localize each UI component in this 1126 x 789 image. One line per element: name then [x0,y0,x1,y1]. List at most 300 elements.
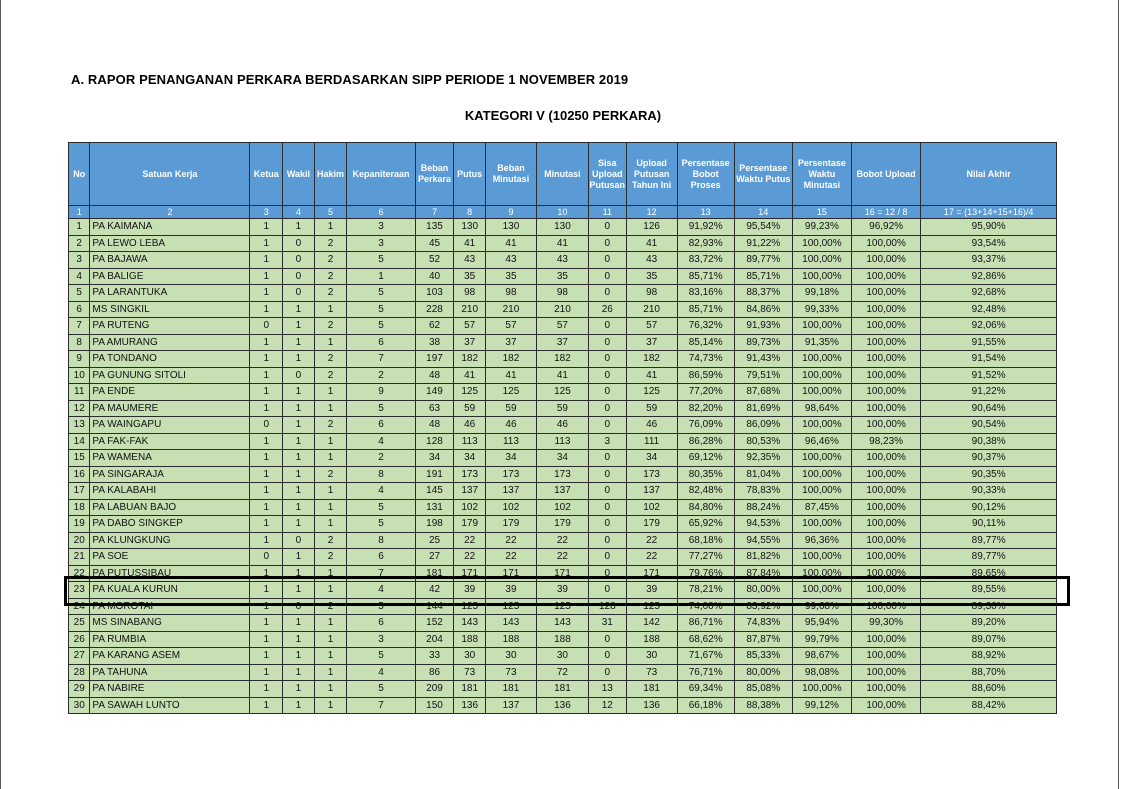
row-number-cell: 16 [69,466,90,483]
table-cell: 182 [454,351,486,368]
table-cell: 98 [454,285,486,302]
table-cell: 35 [454,268,486,285]
table-cell: 81,04% [734,466,792,483]
table-cell: 1 [250,697,283,714]
table-row [69,615,1057,632]
table-cell: 1 [250,219,283,236]
table-cell: 0 [283,285,315,302]
table-cell: 100,00% [851,268,920,285]
table-cell: 100,00% [792,466,851,483]
table-cell: 80,00% [734,582,792,599]
table-cell: 3 [588,433,626,450]
table-cell: 48 [415,367,454,384]
table-cell: 181 [536,681,588,698]
row-number-cell: 24 [69,598,90,615]
table-cell: 37 [485,334,536,351]
table-cell: 84,80% [677,499,734,516]
table-cell: 85,71% [734,268,792,285]
table-cell: 210 [454,301,486,318]
satuan-kerja-cell: PA WAINGAPU [90,417,250,434]
table-row [69,499,1057,516]
table-row [69,433,1057,450]
table-cell: 188 [626,631,677,648]
report-title: A. RAPOR PENANGANAN PERKARA BERDASARKAN SIPP PERIODE 1 NOVEMBER 2019 [71,72,629,87]
column-header: No [69,143,90,206]
table-cell: 85,33% [734,648,792,665]
table-cell: 40 [415,268,454,285]
table-cell: 7 [347,697,415,714]
table-cell: 100,00% [792,516,851,533]
table-cell: 99,30% [851,615,920,632]
satuan-kerja-cell: PA SINGARAJA [90,466,250,483]
row-number-cell: 1 [69,219,90,236]
table-cell: 1 [283,664,315,681]
table-cell: 80,53% [734,433,792,450]
table-cell: 1 [314,219,347,236]
table-cell: 181 [454,681,486,698]
row-number-cell: 8 [69,334,90,351]
row-number-cell: 27 [69,648,90,665]
column-number: 12 [626,206,677,219]
table-cell: 0 [588,499,626,516]
table-cell: 90,12% [921,499,1057,516]
table-cell: 149 [415,384,454,401]
table-row [69,466,1057,483]
satuan-kerja-cell: PA KALABAHI [90,483,250,500]
table-cell: 197 [415,351,454,368]
table-cell: 59 [626,400,677,417]
table-cell: 46 [626,417,677,434]
table-cell: 152 [415,615,454,632]
row-number-cell: 5 [69,285,90,302]
table-cell: 52 [415,252,454,269]
table-cell: 125 [485,598,536,615]
table-cell: 98 [626,285,677,302]
table-cell: 210 [626,301,677,318]
table-cell: 1 [314,334,347,351]
table-cell: 100,00% [792,417,851,434]
table-cell: 171 [626,565,677,582]
table-cell: 41 [485,235,536,252]
table-cell: 0 [250,318,283,335]
table-cell: 41 [536,367,588,384]
column-number: 9 [485,206,536,219]
table-cell: 45 [415,235,454,252]
table-cell: 1 [314,400,347,417]
row-number-cell: 20 [69,532,90,549]
table-cell: 0 [283,252,315,269]
table-cell: 100,00% [851,598,920,615]
table-cell: 1 [283,318,315,335]
table-cell: 100,00% [851,549,920,566]
table-cell: 100,00% [851,499,920,516]
table-cell: 98,67% [792,648,851,665]
table-row [69,598,1057,615]
table-row [69,351,1057,368]
table-cell: 46 [536,417,588,434]
table-cell: 34 [415,450,454,467]
column-number: 14 [734,206,792,219]
table-cell: 2 [314,417,347,434]
table-cell: 34 [626,450,677,467]
table-cell: 90,54% [921,417,1057,434]
table-row [69,532,1057,549]
table-cell: 1 [314,697,347,714]
table-cell: 8 [347,532,415,549]
table-cell: 181 [485,681,536,698]
satuan-kerja-cell: PA AMURANG [90,334,250,351]
column-number: 1 [69,206,90,219]
satuan-kerja-cell: PA KLUNGKUNG [90,532,250,549]
satuan-kerja-cell: PA PUTUSSIBAU [90,565,250,582]
column-number: 4 [283,206,315,219]
table-cell: 88,38% [734,697,792,714]
column-number: 5 [314,206,347,219]
table-cell: 128 [588,598,626,615]
table-cell: 210 [485,301,536,318]
table-cell: 100,00% [851,285,920,302]
table-row [69,549,1057,566]
table-cell: 95,54% [734,219,792,236]
table-cell: 100,00% [792,483,851,500]
table-cell: 100,00% [792,681,851,698]
table-cell: 90,35% [921,466,1057,483]
table-cell: 90,37% [921,450,1057,467]
satuan-kerja-cell: PA NABIRE [90,681,250,698]
table-cell: 0 [588,219,626,236]
table-cell: 1 [250,615,283,632]
table-cell: 92,48% [921,301,1057,318]
table-cell: 1 [283,615,315,632]
column-number: 17 = (13+14+15+16)/4 [921,206,1057,219]
table-cell: 38 [415,334,454,351]
table-cell: 94,53% [734,516,792,533]
table-cell: 88,37% [734,285,792,302]
table-cell: 30 [454,648,486,665]
table-cell: 179 [626,516,677,533]
table-cell: 198 [415,516,454,533]
table-cell: 100,00% [851,417,920,434]
table-row [69,301,1057,318]
table-cell: 130 [485,219,536,236]
report-table [68,142,1057,714]
table-cell: 76,71% [677,664,734,681]
table-row [69,417,1057,434]
table-cell: 1 [283,219,315,236]
table-cell: 1 [283,400,315,417]
table-cell: 89,73% [734,334,792,351]
table-cell: 85,71% [677,268,734,285]
table-cell: 88,60% [921,681,1057,698]
table-cell: 4 [347,664,415,681]
table-cell: 85,08% [734,681,792,698]
table-cell: 1 [250,384,283,401]
table-cell: 63 [415,400,454,417]
table-row [69,384,1057,401]
table-cell: 12 [588,697,626,714]
table-cell: 1 [250,301,283,318]
table-cell: 74,73% [677,351,734,368]
report-subtitle: KATEGORI V (10250 PERKARA) [464,108,662,123]
table-cell: 100,00% [792,367,851,384]
table-cell: 27 [415,549,454,566]
satuan-kerja-cell: PA TONDANO [90,351,250,368]
table-cell: 37 [454,334,486,351]
table-cell: 171 [454,565,486,582]
table-cell: 41 [454,235,486,252]
table-cell: 5 [347,285,415,302]
table-cell: 90,64% [921,400,1057,417]
table-cell: 85,71% [677,301,734,318]
table-cell: 137 [536,483,588,500]
table-body [69,219,1057,714]
table-cell: 1 [250,466,283,483]
table-cell: 87,68% [734,384,792,401]
table-cell: 35 [485,268,536,285]
table-cell: 82,93% [677,235,734,252]
table-cell: 100,00% [851,351,920,368]
table-cell: 182 [485,351,536,368]
table-cell: 13 [588,681,626,698]
row-number-cell: 25 [69,615,90,632]
table-cell: 1 [283,433,315,450]
row-number-cell: 19 [69,516,90,533]
table-cell: 39 [626,582,677,599]
table-cell: 1 [283,450,315,467]
table-cell: 1 [250,681,283,698]
table-row [69,219,1057,236]
table-cell: 0 [588,631,626,648]
satuan-kerja-cell: PA ENDE [90,384,250,401]
table-cell: 98 [485,285,536,302]
table-cell: 89,77% [921,532,1057,549]
table-cell: 137 [485,483,536,500]
table-cell: 0 [588,384,626,401]
table-cell: 100,00% [792,318,851,335]
table-cell: 35 [536,268,588,285]
table-cell: 204 [415,631,454,648]
row-number-cell: 26 [69,631,90,648]
table-row [69,648,1057,665]
table-cell: 5 [347,252,415,269]
row-number-cell: 21 [69,549,90,566]
table-cell: 87,87% [734,631,792,648]
table-cell: 113 [485,433,536,450]
table-cell: 137 [485,697,536,714]
table-cell: 2 [314,351,347,368]
table-cell: 0 [283,235,315,252]
row-number-cell: 18 [69,499,90,516]
table-cell: 1 [283,483,315,500]
table-cell: 89,77% [921,549,1057,566]
table-cell: 188 [485,631,536,648]
table-cell: 22 [626,532,677,549]
table-cell: 79,51% [734,367,792,384]
column-number-row [69,206,1057,219]
table-cell: 81,69% [734,400,792,417]
table-cell: 86,09% [734,417,792,434]
table-cell: 78,83% [734,483,792,500]
table-cell: 113 [536,433,588,450]
table-cell: 125 [536,384,588,401]
table-cell: 22 [454,532,486,549]
table-cell: 5 [347,516,415,533]
table-cell: 62 [415,318,454,335]
table-cell: 82,20% [677,400,734,417]
table-row [69,235,1057,252]
table-cell: 0 [588,367,626,384]
table-cell: 0 [283,598,315,615]
table-cell: 90,33% [921,483,1057,500]
table-cell: 125 [536,598,588,615]
table-cell: 77,27% [677,549,734,566]
table-row-highlighted [69,582,1057,599]
table-cell: 100,00% [851,466,920,483]
table-cell: 1 [250,565,283,582]
table-cell: 73 [485,664,536,681]
table-cell: 209 [415,681,454,698]
satuan-kerja-cell: PA WAMENA [90,450,250,467]
column-number: 13 [677,206,734,219]
table-cell: 92,86% [921,268,1057,285]
table-cell: 137 [626,483,677,500]
table-cell: 6 [347,334,415,351]
table-cell: 0 [588,318,626,335]
table-cell: 100,00% [851,681,920,698]
table-cell: 57 [626,318,677,335]
table-cell: 39 [485,582,536,599]
table-cell: 100,00% [792,450,851,467]
table-cell: 100,00% [851,400,920,417]
satuan-kerja-cell: PA LARANTUKA [90,285,250,302]
table-cell: 103 [415,285,454,302]
column-number: 10 [536,206,588,219]
table-cell: 1 [283,334,315,351]
table-cell: 22 [454,549,486,566]
table-cell: 136 [536,697,588,714]
table-cell: 0 [588,565,626,582]
table-row [69,400,1057,417]
table-cell: 4 [347,582,415,599]
column-header: Upload Putusan Tahun Ini [626,143,677,206]
table-cell: 31 [588,615,626,632]
table-cell: 2 [314,466,347,483]
table-cell: 98,23% [851,433,920,450]
column-header: Satuan Kerja [90,143,250,206]
table-cell: 90,38% [921,433,1057,450]
table-cell: 34 [454,450,486,467]
column-header: Beban Minutasi [485,143,536,206]
table-cell: 99,18% [792,285,851,302]
table-cell: 98 [536,285,588,302]
table-cell: 100,00% [792,582,851,599]
column-header: Hakim [314,143,347,206]
column-header: Persentase Waktu Minutasi [792,143,851,206]
table-cell: 76,09% [677,417,734,434]
table-cell: 43 [485,252,536,269]
table-cell: 89,07% [921,631,1057,648]
satuan-kerja-cell: PA MAUMERE [90,400,250,417]
table-cell: 102 [626,499,677,516]
table-cell: 22 [626,549,677,566]
table-cell: 100,00% [851,565,920,582]
table-row [69,681,1057,698]
table-cell: 100,00% [851,235,920,252]
satuan-kerja-cell: MS SINGKIL [90,301,250,318]
table-cell: 100,00% [851,648,920,665]
table-cell: 87,45% [792,499,851,516]
table-cell: 92,06% [921,318,1057,335]
table-cell: 22 [536,549,588,566]
table-cell: 1 [283,466,315,483]
table-cell: 125 [485,384,536,401]
table-cell: 100,00% [792,235,851,252]
column-number: 16 = 12 / 8 [851,206,920,219]
table-cell: 80,00% [734,664,792,681]
table-cell: 69,34% [677,681,734,698]
table-cell: 1 [250,334,283,351]
table-cell: 89,30% [921,598,1057,615]
table-cell: 171 [536,565,588,582]
table-cell: 7 [347,351,415,368]
table-cell: 1 [250,351,283,368]
table-cell: 1 [250,664,283,681]
table-cell: 59 [536,400,588,417]
table-cell: 43 [536,252,588,269]
table-cell: 6 [347,615,415,632]
table-cell: 1 [314,483,347,500]
row-number-cell: 9 [69,351,90,368]
satuan-kerja-cell: PA LABUAN BAJO [90,499,250,516]
table-cell: 100,00% [851,532,920,549]
table-cell: 0 [588,252,626,269]
satuan-kerja-cell: PA SAWAH LUNTO [90,697,250,714]
table-cell: 89,55% [921,582,1057,599]
table-cell: 1 [314,582,347,599]
table-cell: 0 [283,532,315,549]
table-cell: 39 [536,582,588,599]
table-cell: 6 [347,549,415,566]
table-cell: 1 [314,499,347,516]
column-number: 11 [588,206,626,219]
table-cell: 1 [283,631,315,648]
table-cell: 0 [588,351,626,368]
table-cell: 66,18% [677,697,734,714]
table-cell: 22 [485,549,536,566]
table-cell: 96,92% [851,219,920,236]
table-cell: 126 [626,219,677,236]
table-cell: 81,82% [734,549,792,566]
table-cell: 1 [314,648,347,665]
table-cell: 22 [536,532,588,549]
table-cell: 65,92% [677,516,734,533]
table-cell: 1 [314,301,347,318]
table-cell: 30 [536,648,588,665]
table-cell: 86,28% [677,433,734,450]
table-cell: 1 [250,450,283,467]
table-cell: 74,00% [677,598,734,615]
table-cell: 1 [250,532,283,549]
column-header: Wakil [283,143,315,206]
table-row [69,334,1057,351]
table-cell: 1 [283,549,315,566]
table-cell: 130 [454,219,486,236]
table-cell: 1 [347,268,415,285]
table-cell: 1 [283,499,315,516]
page-left-border [0,0,1,789]
table-cell: 59 [454,400,486,417]
report-table-container [68,142,1057,714]
